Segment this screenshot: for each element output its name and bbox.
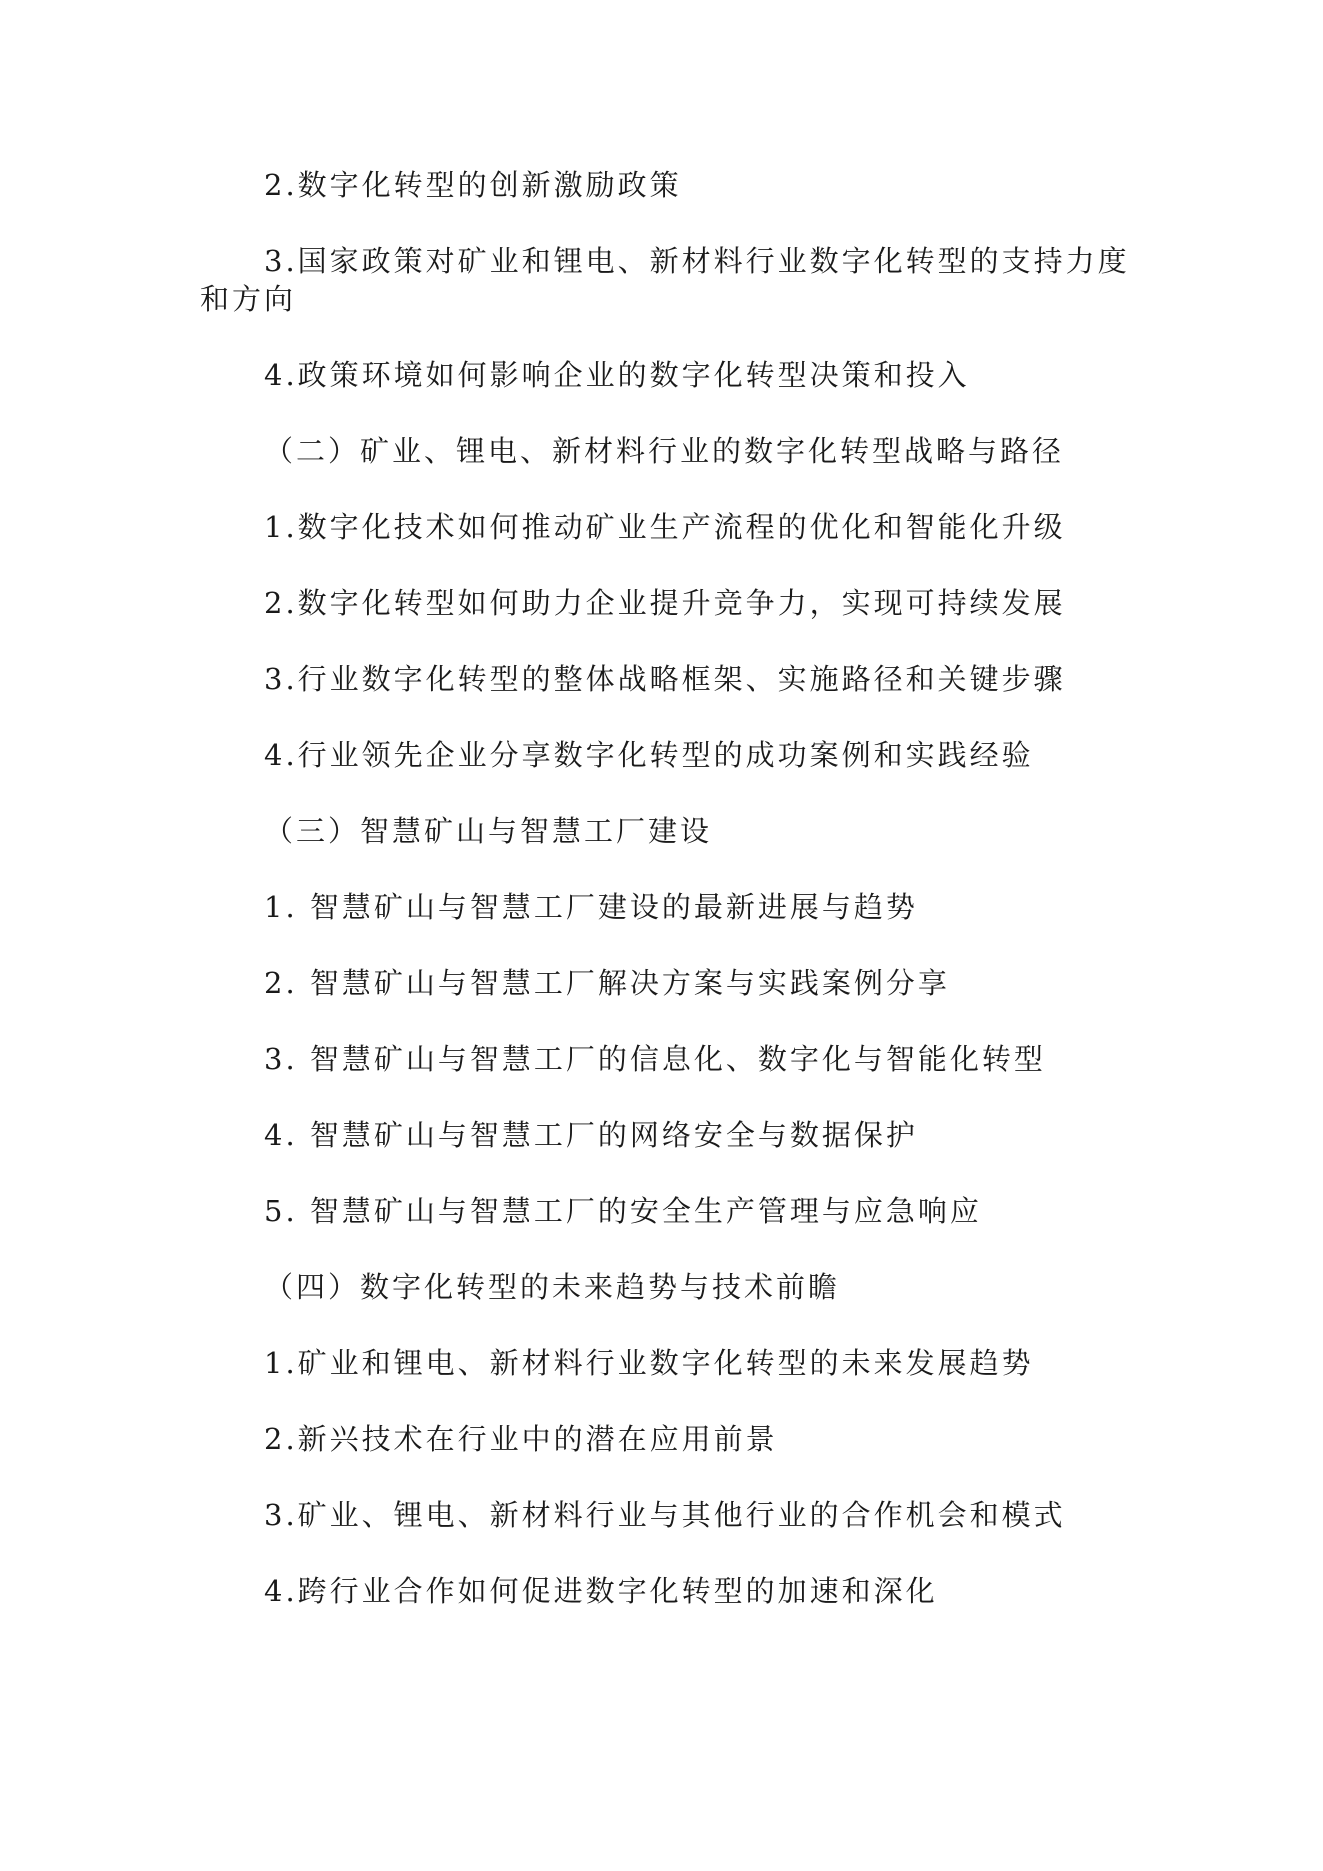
smart-mine-item-5: 5. 智慧矿山与智慧工厂的安全生产管理与应急响应 xyxy=(264,1194,982,1228)
smart-mine-item-2: 2. 智慧矿山与智慧工厂解决方案与实践案例分享 xyxy=(264,966,950,1000)
future-item-4: 4.跨行业合作如何促进数字化转型的加速和深化 xyxy=(264,1574,938,1608)
strategy-item-4: 4.行业领先企业分享数字化转型的成功案例和实践经验 xyxy=(264,738,1034,772)
strategy-item-2: 2.数字化转型如何助力企业提升竞争力，实现可持续发展 xyxy=(264,586,1066,620)
future-item-1: 1.矿业和锂电、新材料行业数字化转型的未来发展趋势 xyxy=(264,1346,1034,1380)
strategy-item-3: 3.行业数字化转型的整体战略框架、实施路径和关键步骤 xyxy=(264,662,1066,696)
section-heading-3: （三）智慧矿山与智慧工厂建设 xyxy=(264,814,713,848)
section-heading-2: （二）矿业、锂电、新材料行业的数字化转型战略与路径 xyxy=(264,434,1065,468)
policy-item-2: 2.数字化转型的创新激励政策 xyxy=(264,168,682,202)
smart-mine-item-4: 4. 智慧矿山与智慧工厂的网络安全与数据保护 xyxy=(264,1118,918,1152)
policy-item-3: 3.国家政策对矿业和锂电、新材料行业数字化转型的支持力度和方向 xyxy=(200,244,1130,316)
future-item-3: 3.矿业、锂电、新材料行业与其他行业的合作机会和模式 xyxy=(264,1498,1066,1532)
strategy-item-1: 1.数字化技术如何推动矿业生产流程的优化和智能化升级 xyxy=(264,510,1066,544)
smart-mine-item-3: 3. 智慧矿山与智慧工厂的信息化、数字化与智能化转型 xyxy=(264,1042,1046,1076)
future-item-2: 2.新兴技术在行业中的潜在应用前景 xyxy=(264,1422,778,1456)
smart-mine-item-1: 1. 智慧矿山与智慧工厂建设的最新进展与趋势 xyxy=(264,890,918,924)
document-body xyxy=(200,166,1160,1648)
section-heading-4: （四）数字化转型的未来趋势与技术前瞻 xyxy=(264,1270,841,1304)
policy-item-4: 4.政策环境如何影响企业的数字化转型决策和投入 xyxy=(264,358,970,392)
